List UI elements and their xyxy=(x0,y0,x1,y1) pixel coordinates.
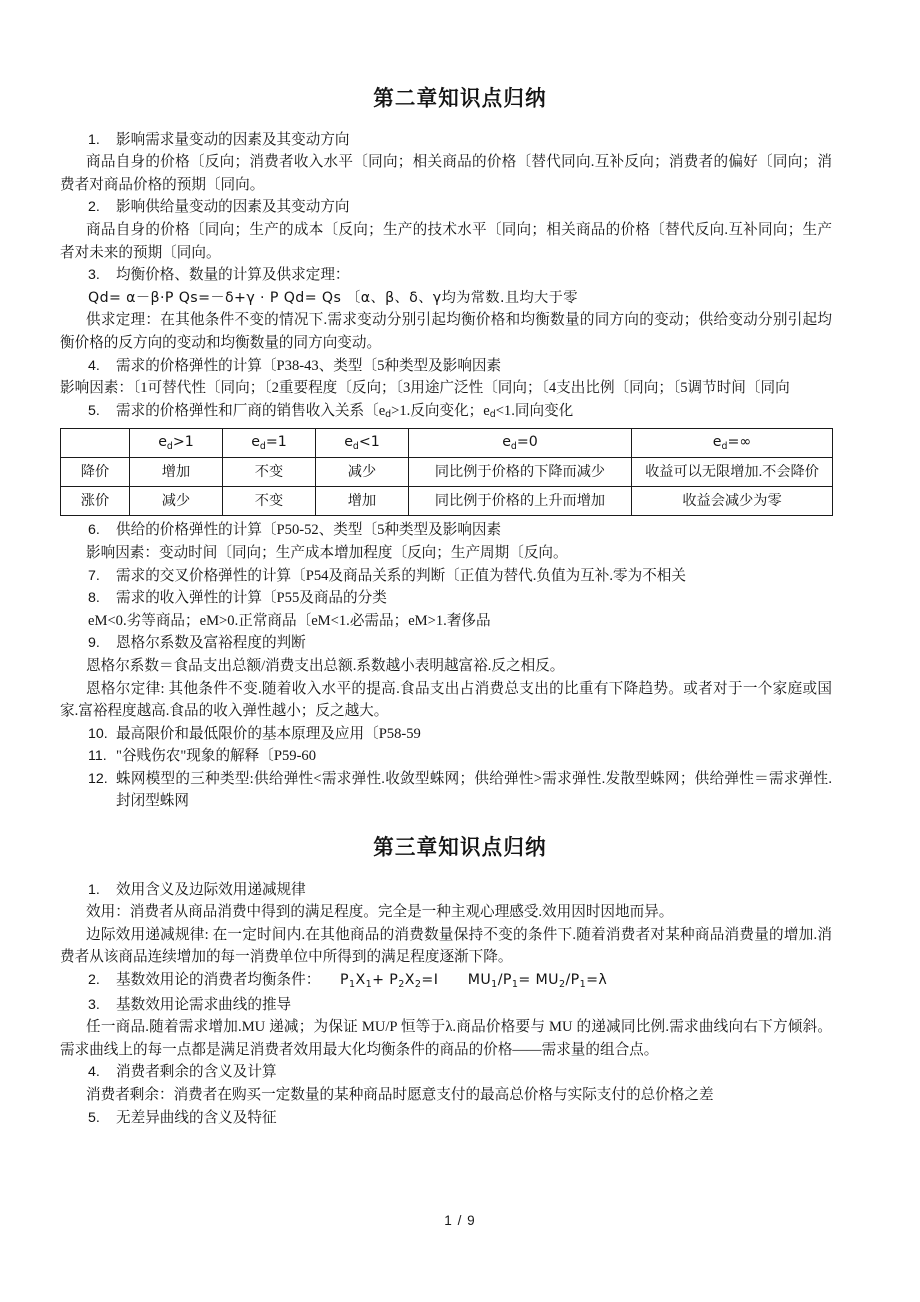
table-cell: 同比例于价格的上升而增加 xyxy=(409,487,632,516)
list-item-body: 任一商品.随着需求增加.MU 递减；为保证 MU/P 恒等于λ.商品价格要与 MU 的递减同比例.需求曲线向右下方倾斜。需求曲线上的每一点都是满足消费者效用最大化均衡条件的商品的价格——需求量的组合点。 xyxy=(60,1019,832,1058)
list-item-number: 2. xyxy=(88,972,100,989)
list-item xyxy=(88,355,832,378)
list-item-title: 需求的收入弹性的计算〔P55及商品的分类 xyxy=(116,590,387,607)
table-cell: 收益可以无限增加.不会降价 xyxy=(632,458,833,487)
table-header-cell: $e_d>1$ xyxy=(130,429,223,458)
elasticity-revenue-table xyxy=(60,428,833,516)
list-item-title: 需求的价格弹性的计算〔P38-43、类型〔5种类型及影响因素 xyxy=(116,357,502,374)
list-item-body: 边际效用递减规律: 在一定时间内.在其他商品的消费数量保持不变的条件下.随着消费者对某种商品消费量的增加.消费者从该商品连续增加的每一消费单位中所得到的满足程度逐渐下降。 xyxy=(60,926,832,966)
list-item xyxy=(88,879,832,902)
list-item-title: 均衡价格、数量的计算及供求定理： xyxy=(116,267,350,284)
list-item-body: 供求定理：在其他条件不变的情况下.需求变动分别引起均衡价格和均衡数量的同方向的变动；供给变动分别引起均衡价格的反方向的变动和均衡数量的同方向变动。 xyxy=(60,312,832,351)
list-item xyxy=(88,129,832,152)
list-item xyxy=(88,994,832,1017)
list-item-body: 消费者剩余：消费者在购买一定数量的某种商品时愿意支付的最高总价格与实际支付的总价格之差 xyxy=(86,1087,714,1104)
list-item-title: 需求的交叉价格弹性的计算〔P54及商品关系的判断〔正值为替代.负值为互补.零为不相关 xyxy=(116,567,686,584)
list-item-title: "谷贱伤农"现象的解释〔P59-60 xyxy=(116,748,317,765)
list-item-title: 基数效用论的消费者均衡条件： xyxy=(116,972,321,989)
list-item-title: 最高限价和最低限价的基本原理及应用〔P58-59 xyxy=(116,725,421,742)
table-row xyxy=(61,458,833,487)
table-row-label: 涨价 xyxy=(61,487,130,516)
list-item-number: 11. xyxy=(88,748,107,765)
table-header-cell: $e_d=0$ xyxy=(409,429,632,458)
table-corner-cell xyxy=(61,429,130,458)
table-header-cell: $e_d=1$ xyxy=(223,429,316,458)
list-item-number: 10. xyxy=(88,725,108,742)
consumer-equilibrium-formula: $P_1X_1+ P_2X_2=I$ $MU_1/P_1= MU_2/P_1=\lambda$ xyxy=(320,972,608,990)
income-elasticity-formula: eM<0.劣等商品；eM>0.正常商品〔eM<1.必需品；eM>1.奢侈品 xyxy=(88,612,491,629)
list-item xyxy=(88,264,832,287)
table-header-cell: $e_d=\infty$ xyxy=(632,429,833,458)
list-item-number: 3. xyxy=(88,996,100,1013)
list-item-number: 7. xyxy=(88,567,100,584)
table-cell: 不变 xyxy=(223,458,316,487)
table-cell: 不变 xyxy=(223,487,316,516)
list-item-body: 恩格尔定律: 其他条件不变.随着收入水平的提高.食品支出占消费总支出的比重有下降趋势。或者对于一个家庭或国家.富裕程度越高.食品的收入弹性越小；反之越大。 xyxy=(60,680,832,720)
list-item-number: 8. xyxy=(88,590,100,607)
list-item-title: 恩格尔系数及富裕程度的判断 xyxy=(116,635,306,652)
list-item-number: 1. xyxy=(88,881,100,898)
list-item xyxy=(88,969,832,994)
list-item-body: 商品自身的价格〔同向；生产的成本〔反向；生产的技术水平〔同向；相关商品的价格〔替代反向.互补同向；生产者对未来的预期〔同向。 xyxy=(60,222,832,261)
table-cell: 减少 xyxy=(316,458,409,487)
chapter-3-heading: 第三章知识点归纳 xyxy=(373,834,547,860)
list-item-body: 影响因素：〔1可替代性〔同向；〔2重要程度〔反向；〔3用途广泛性〔同向；〔4支出比例〔同向；〔5调节时间〔同向 xyxy=(60,380,790,397)
list-item-title: 效用含义及边际效用递减规律 xyxy=(116,881,306,898)
table-cell: 减少 xyxy=(130,487,223,516)
list-item-number: 4. xyxy=(88,357,100,374)
list-item xyxy=(88,745,832,768)
ed-subscript: d xyxy=(385,409,392,421)
chapter-2-heading: 第二章知识点归纳 xyxy=(373,85,547,111)
table-cell: 增加 xyxy=(130,458,223,487)
list-item-title-rest: >1.反向变化；e xyxy=(391,402,490,419)
list-item-body: 影响因素：变动时间〔同向；生产成本增加程度〔反向；生产周期〔反向。 xyxy=(86,544,568,561)
list-item-title: 无差异曲线的含义及特征 xyxy=(116,1109,277,1126)
list-item-title: 蛛网模型的三种类型:供给弹性<需求弹性.收敛型蛛网；供给弹性>需求弹性.发散型蛛网；供给弹性＝需求弹性.封闭型蛛网 xyxy=(116,770,832,810)
list-item-body: 商品自身的价格〔反向；消费者收入水平〔同向；相关商品的价格〔替代同向.互补反向；消费者的偏好〔同向；消费者对商品价格的预期〔同向。 xyxy=(60,154,832,193)
table-row xyxy=(61,487,833,516)
list-item xyxy=(88,1107,832,1130)
table-header-row xyxy=(61,429,833,458)
list-item xyxy=(88,196,832,219)
list-item-number: 5. xyxy=(88,1109,100,1126)
table-cell: 收益会减少为零 xyxy=(632,487,833,516)
list-item-title: 供给的价格弹性的计算〔P50-52、类型〔5种类型及影响因素 xyxy=(116,522,502,539)
list-item-title: 影响需求量变动的因素及其变动方向 xyxy=(116,131,350,148)
list-item xyxy=(88,768,832,813)
list-item-body: 恩格尔系数＝食品支出总额/消费支出总额.系数越小表明越富裕.反之相反。 xyxy=(86,657,565,674)
list-item xyxy=(88,565,832,588)
list-item-number: 4. xyxy=(88,1064,100,1081)
list-item-title: 基数效用论需求曲线的推导 xyxy=(116,996,292,1013)
list-item xyxy=(88,400,832,425)
list-item-title: 消费者剩余的含义及计算 xyxy=(116,1064,277,1081)
table-header-cell: $e_d<1$ xyxy=(316,429,409,458)
list-item xyxy=(88,723,832,746)
page-number: 1 / 9 xyxy=(444,1213,476,1228)
list-item xyxy=(88,1061,832,1084)
ed-subscript: d xyxy=(489,409,496,421)
table-cell: 增加 xyxy=(316,487,409,516)
list-item-number: 1. xyxy=(88,131,100,148)
page-content xyxy=(60,85,832,1129)
list-item xyxy=(88,632,832,655)
list-item xyxy=(88,587,832,610)
list-item-title-rest2: <1.同向变化 xyxy=(495,402,574,419)
list-item-number: 2. xyxy=(88,199,100,216)
list-item-number: 9. xyxy=(88,635,100,652)
table-row-label: 降价 xyxy=(61,458,130,487)
table-cell: 同比例于价格的下降而减少 xyxy=(409,458,632,487)
list-item-title: 需求的价格弹性和厂商的销售收入关系〔e xyxy=(116,402,386,419)
list-item xyxy=(88,519,832,542)
list-item-number: 12. xyxy=(88,770,108,787)
list-item-body: 效用：消费者从商品消费中得到的满足程度。完全是一种主观心理感受.效用因时因地而异。 xyxy=(86,904,674,921)
list-item-number: 5. xyxy=(88,402,100,419)
list-item-number: 3. xyxy=(88,267,100,284)
supply-demand-formula: Qd= α－β·P Qs=－δ+γ · P Qd= Qs 〔α、β、δ、γ均为常数.且均大于零 xyxy=(88,289,578,306)
list-item-title: 影响供给量变动的因素及其变动方向 xyxy=(116,199,350,216)
list-item-number: 6. xyxy=(88,522,100,539)
